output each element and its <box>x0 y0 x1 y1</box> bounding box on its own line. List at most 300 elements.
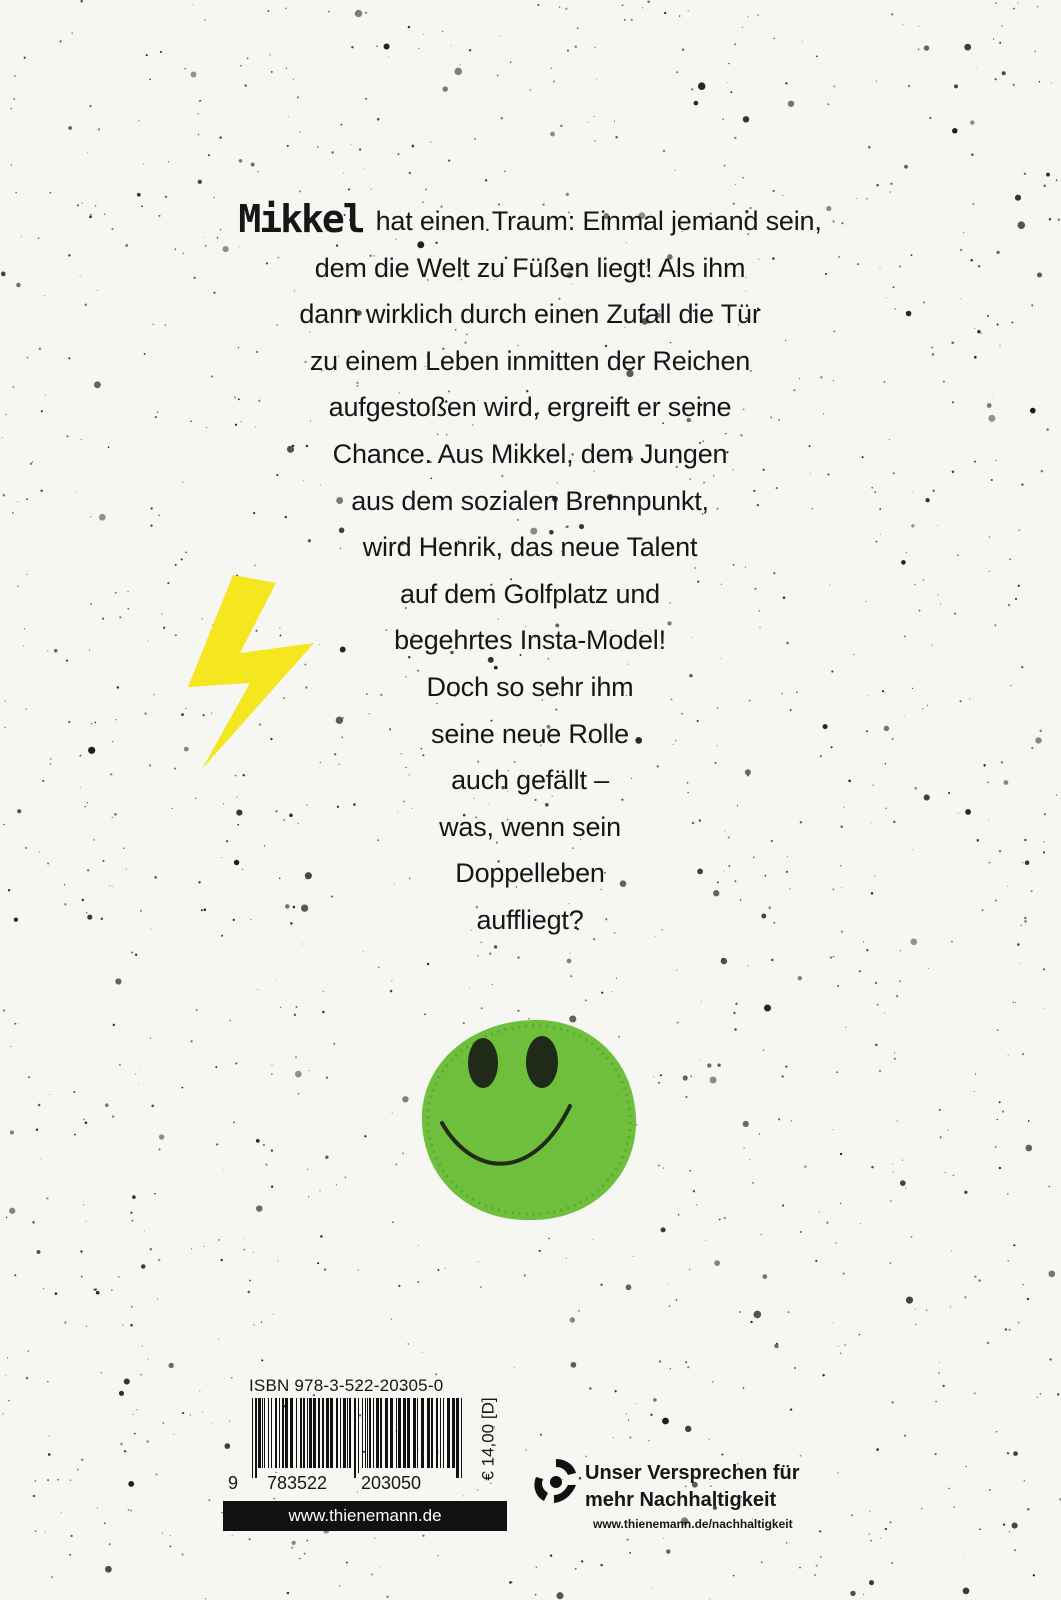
speckle <box>663 1538 664 1539</box>
speckle <box>859 970 861 972</box>
speckle <box>614 121 615 122</box>
speckle <box>306 1540 308 1542</box>
speckle <box>355 10 362 17</box>
speckle <box>719 1218 721 1220</box>
speckle <box>271 1186 273 1188</box>
blurb-line-1: Mikkel hat einen Traum: Einmal jemand sein, <box>238 197 822 241</box>
speckle <box>925 498 929 502</box>
speckle <box>893 1172 894 1173</box>
speckle <box>943 381 945 383</box>
speckle <box>616 978 617 979</box>
speckle <box>155 416 157 418</box>
speckle <box>999 1167 1001 1169</box>
speckle <box>960 298 961 299</box>
speckle <box>112 741 113 742</box>
speckle <box>743 1147 744 1148</box>
speckle <box>892 1163 893 1164</box>
speckle <box>863 941 864 942</box>
speckle <box>570 975 572 977</box>
speckle <box>742 27 743 28</box>
speckle <box>101 1372 102 1373</box>
speckle <box>524 1274 526 1276</box>
speckle <box>480 1286 481 1287</box>
speckle <box>951 941 953 943</box>
speckle <box>271 1149 273 1151</box>
speckle <box>182 482 183 483</box>
speckle <box>1051 83 1052 84</box>
speckle <box>1049 218 1051 220</box>
speckle <box>642 7 643 8</box>
speckle <box>905 1188 906 1189</box>
speckle <box>325 1156 328 1159</box>
speckle <box>912 491 913 492</box>
speckle <box>553 81 555 83</box>
barcode-bar <box>417 1398 418 1468</box>
speckle <box>658 1082 660 1084</box>
price-label: € 14,00 [D] <box>479 1397 499 1481</box>
speckle <box>1024 920 1027 923</box>
speckle <box>530 89 532 91</box>
barcode-bar <box>340 1398 341 1468</box>
speckle <box>871 892 873 894</box>
speckle <box>1015 1002 1016 1003</box>
speckle <box>940 603 941 604</box>
smiley-left-eye <box>468 1038 498 1088</box>
barcode-bar <box>285 1398 288 1468</box>
speckle <box>155 1473 157 1475</box>
speckle <box>906 552 907 553</box>
speckle <box>1023 1284 1025 1286</box>
speckle <box>85 1221 86 1222</box>
barcode-bar <box>303 1398 305 1468</box>
speckle <box>787 1311 789 1313</box>
speckle <box>150 1038 151 1039</box>
speckle <box>82 202 83 203</box>
speckle <box>66 660 68 662</box>
speckle <box>398 1285 400 1287</box>
speckle <box>336 1184 337 1185</box>
speckle <box>5 700 6 701</box>
speckle <box>1046 428 1049 431</box>
speckle <box>298 1093 299 1094</box>
speckle <box>838 1346 839 1347</box>
speckle <box>257 171 258 172</box>
barcode-bar <box>313 1398 316 1468</box>
speckle <box>714 1260 720 1266</box>
speckle <box>843 1272 845 1274</box>
speckle <box>698 82 706 90</box>
speckle <box>162 1533 163 1534</box>
speckle <box>191 1248 192 1249</box>
speckle <box>90 105 92 107</box>
speckle <box>130 1510 132 1512</box>
speckle <box>992 394 993 395</box>
speckle <box>140 910 142 912</box>
speckle <box>979 1528 981 1530</box>
speckle <box>119 1391 124 1396</box>
speckle <box>668 1283 669 1284</box>
speckle <box>1056 179 1058 181</box>
speckle <box>142 1345 143 1346</box>
speckle <box>384 43 390 49</box>
speckle <box>87 152 88 153</box>
speckle <box>987 315 989 317</box>
speckle <box>699 1060 700 1061</box>
speckle <box>124 1378 130 1384</box>
speckle <box>763 1049 765 1051</box>
speckle <box>144 1231 145 1232</box>
speckle <box>924 45 929 50</box>
speckle <box>785 1066 787 1068</box>
barcode-bar <box>373 1398 374 1468</box>
speckle <box>773 38 774 39</box>
speckle <box>876 184 878 186</box>
barcode-bar <box>385 1398 388 1468</box>
speckle <box>977 839 980 842</box>
speckle <box>893 472 895 474</box>
speckle <box>1018 585 1020 587</box>
speckle <box>595 47 596 48</box>
speckle <box>585 1456 587 1458</box>
speckle <box>48 1453 51 1456</box>
speckle <box>392 1113 393 1114</box>
speckle <box>239 159 242 162</box>
speckle <box>10 1131 14 1135</box>
speckle <box>150 524 152 526</box>
speckle <box>38 237 40 239</box>
speckle <box>721 1454 723 1456</box>
speckle <box>1021 484 1023 486</box>
speckle <box>24 628 25 629</box>
speckle <box>995 78 997 80</box>
speckle <box>422 1352 423 1353</box>
speckle <box>408 1343 409 1344</box>
speckle <box>1021 666 1023 668</box>
speckle <box>402 1096 408 1102</box>
speckle <box>409 172 411 174</box>
barcode-bar <box>396 1398 397 1468</box>
barcode-bar <box>421 1398 424 1468</box>
speckle <box>131 1306 132 1307</box>
speckle <box>254 1324 255 1325</box>
speckle <box>683 1075 688 1080</box>
speckle <box>74 1134 76 1136</box>
speckle <box>876 541 878 543</box>
speckle <box>89 216 92 219</box>
speckle <box>80 276 81 277</box>
speckle <box>120 1443 122 1445</box>
speckle <box>268 10 270 12</box>
speckle <box>212 1423 213 1424</box>
speckle <box>996 1431 997 1432</box>
speckle <box>822 1374 824 1376</box>
speckle <box>1030 408 1036 414</box>
blurb-line: dann wirklich durch einen Zufall die Tür <box>299 299 761 330</box>
speckle <box>893 821 896 824</box>
leaf-left <box>534 1477 548 1501</box>
speckle <box>863 1594 864 1595</box>
speckle <box>118 1276 119 1277</box>
speckle <box>906 311 912 317</box>
speckle <box>158 1259 160 1261</box>
speckle <box>17 586 18 587</box>
speckle <box>733 1012 735 1014</box>
speckle <box>908 85 910 87</box>
speckle <box>150 929 151 930</box>
speckle <box>144 353 146 355</box>
speckle <box>802 41 803 42</box>
speckle <box>1012 1523 1018 1529</box>
speckle <box>696 1204 697 1205</box>
speckle <box>85 303 88 306</box>
barcode-bar <box>279 1398 280 1468</box>
speckle <box>974 328 975 329</box>
speckle <box>870 1540 872 1542</box>
speckle <box>67 435 69 437</box>
speckle <box>635 1403 636 1404</box>
speckle <box>743 116 749 122</box>
speckle <box>1002 1111 1004 1113</box>
speckle <box>16 283 20 287</box>
speckle <box>197 113 198 114</box>
speckle <box>27 357 29 359</box>
speckle <box>633 1256 634 1257</box>
speckle <box>308 1196 309 1197</box>
speckle <box>892 1401 894 1403</box>
speckle <box>163 627 165 629</box>
speckle <box>999 1101 1001 1103</box>
speckle <box>204 19 206 21</box>
speckle <box>1034 51 1036 53</box>
speckle <box>1018 1322 1020 1324</box>
speckle <box>987 1342 990 1345</box>
speckle <box>1007 1260 1009 1262</box>
speckle <box>791 1120 792 1121</box>
speckle <box>307 1169 308 1170</box>
speckle <box>374 1538 375 1539</box>
speckle <box>850 1591 855 1596</box>
speckle <box>859 1334 861 1336</box>
speckle <box>1015 598 1017 600</box>
speckle <box>739 1311 741 1313</box>
speckle <box>938 1372 939 1373</box>
speckle <box>647 0 650 3</box>
speckle <box>378 966 380 968</box>
speckle <box>26 1377 28 1379</box>
speckle <box>302 944 303 945</box>
speckle <box>73 1091 75 1093</box>
speckle <box>183 253 184 254</box>
speckle <box>922 708 923 709</box>
speckle <box>845 1027 846 1028</box>
speckle <box>68 721 70 723</box>
speckle <box>81 1459 83 1461</box>
speckle <box>915 1324 916 1325</box>
speckle <box>1039 81 1040 82</box>
speckle <box>650 1414 652 1416</box>
blurb-line: was, wenn sein <box>439 811 621 842</box>
speckle <box>83 1118 85 1120</box>
speckle <box>174 767 176 769</box>
speckle <box>402 1152 404 1154</box>
speckle <box>138 1083 139 1084</box>
speckle <box>904 1435 906 1437</box>
speckle <box>79 755 81 757</box>
speckle <box>892 738 894 740</box>
speckle <box>273 1498 275 1500</box>
speckle <box>270 54 271 55</box>
speckle <box>81 1276 83 1278</box>
speckle <box>820 1556 822 1558</box>
speckle <box>734 43 736 45</box>
speckle <box>489 953 491 955</box>
speckle <box>1013 1244 1015 1246</box>
speckle <box>218 1339 219 1340</box>
speckle <box>157 412 158 413</box>
speckle <box>391 1318 393 1320</box>
speckle <box>261 1359 263 1361</box>
speckle <box>190 420 192 422</box>
speckle <box>866 198 868 200</box>
speckle <box>819 1530 821 1532</box>
speckle <box>910 938 917 945</box>
speckle <box>1019 963 1020 964</box>
speckle <box>430 142 431 143</box>
speckle <box>1002 25 1003 26</box>
speckle <box>593 1239 594 1240</box>
speckle <box>44 295 45 296</box>
speckle <box>927 705 928 706</box>
barcode-bar <box>358 1398 359 1478</box>
blurb-text <box>200 196 860 944</box>
speckle <box>175 564 177 566</box>
speckle <box>733 1575 734 1576</box>
speckle <box>161 613 162 614</box>
speckle <box>1017 945 1018 946</box>
speckle <box>1003 1524 1005 1526</box>
barcode-bar <box>407 1398 410 1468</box>
speckle <box>999 42 1001 44</box>
speckle <box>997 1029 998 1030</box>
speckle <box>981 332 982 333</box>
speckle <box>1024 839 1026 841</box>
speckle <box>135 1074 136 1075</box>
speckle <box>185 551 187 553</box>
speckle <box>670 1368 671 1369</box>
speckle <box>45 395 46 396</box>
speckle <box>832 1322 833 1323</box>
speckle <box>181 558 183 560</box>
speckle <box>119 1064 121 1066</box>
speckle <box>929 117 931 119</box>
speckle <box>894 1058 896 1060</box>
speckle <box>965 809 971 815</box>
speckle <box>102 618 104 620</box>
speckle <box>983 764 985 766</box>
speckle <box>1007 1452 1009 1454</box>
speckle <box>731 91 733 93</box>
speckle <box>517 1010 519 1012</box>
speckle <box>918 26 919 27</box>
speckle <box>1043 1008 1044 1009</box>
speckle <box>68 126 72 130</box>
speckle <box>539 1250 541 1252</box>
speckle <box>658 1165 660 1167</box>
speckle <box>138 120 139 121</box>
speckle <box>676 1299 678 1301</box>
speckle <box>163 1422 164 1423</box>
speckle <box>319 1190 320 1191</box>
speckle <box>989 1489 991 1491</box>
speckle <box>17 501 18 502</box>
speckle <box>974 1091 975 1092</box>
speckle <box>84 806 85 807</box>
speckle <box>70 1479 71 1480</box>
speckle <box>869 1580 874 1585</box>
speckle <box>108 446 110 448</box>
speckle <box>6 1217 7 1218</box>
speckle <box>853 1000 854 1001</box>
speckle <box>109 1543 111 1545</box>
speckle <box>875 982 877 984</box>
speckle <box>924 794 930 800</box>
speckle <box>977 330 980 333</box>
speckle <box>64 1322 66 1324</box>
speckle <box>114 813 117 816</box>
speckle <box>346 1562 348 1564</box>
speckle <box>989 571 990 572</box>
speckle <box>837 985 839 987</box>
speckle <box>994 624 996 626</box>
speckle <box>5 1375 6 1376</box>
barcode-bar <box>264 1398 265 1468</box>
blurb-line: Doppelleben <box>455 858 605 889</box>
bolt-shape <box>188 575 314 769</box>
speckle <box>932 490 934 492</box>
speckle <box>111 1289 113 1291</box>
speckle <box>17 1023 18 1024</box>
speckle <box>25 708 26 709</box>
speckle <box>115 978 121 984</box>
barcode-bar <box>436 1398 438 1468</box>
speckle <box>689 1269 691 1271</box>
speckle <box>939 1109 941 1111</box>
sustainability-line-2: mehr Nachhaltigkeit <box>585 1489 777 1511</box>
speckle <box>392 1221 394 1223</box>
speckle <box>1008 1055 1009 1056</box>
speckle <box>871 1166 874 1169</box>
speckle <box>149 764 151 766</box>
speckle <box>150 507 152 509</box>
speckle <box>914 584 916 586</box>
speckle <box>294 1014 296 1016</box>
speckle <box>448 160 450 162</box>
speckle <box>844 1344 846 1346</box>
speckle <box>191 72 197 78</box>
speckle <box>229 1421 230 1422</box>
speckle <box>37 1250 41 1254</box>
speckle <box>69 1554 71 1556</box>
speckle <box>937 594 938 595</box>
speckle <box>323 991 324 992</box>
speckle <box>257 989 258 990</box>
speckle <box>653 1076 654 1077</box>
speckle <box>778 1118 780 1120</box>
smiley-face-icon <box>420 1016 640 1224</box>
speckle <box>894 308 896 310</box>
sustainability-promise <box>585 1460 800 1514</box>
speckle <box>485 179 487 181</box>
